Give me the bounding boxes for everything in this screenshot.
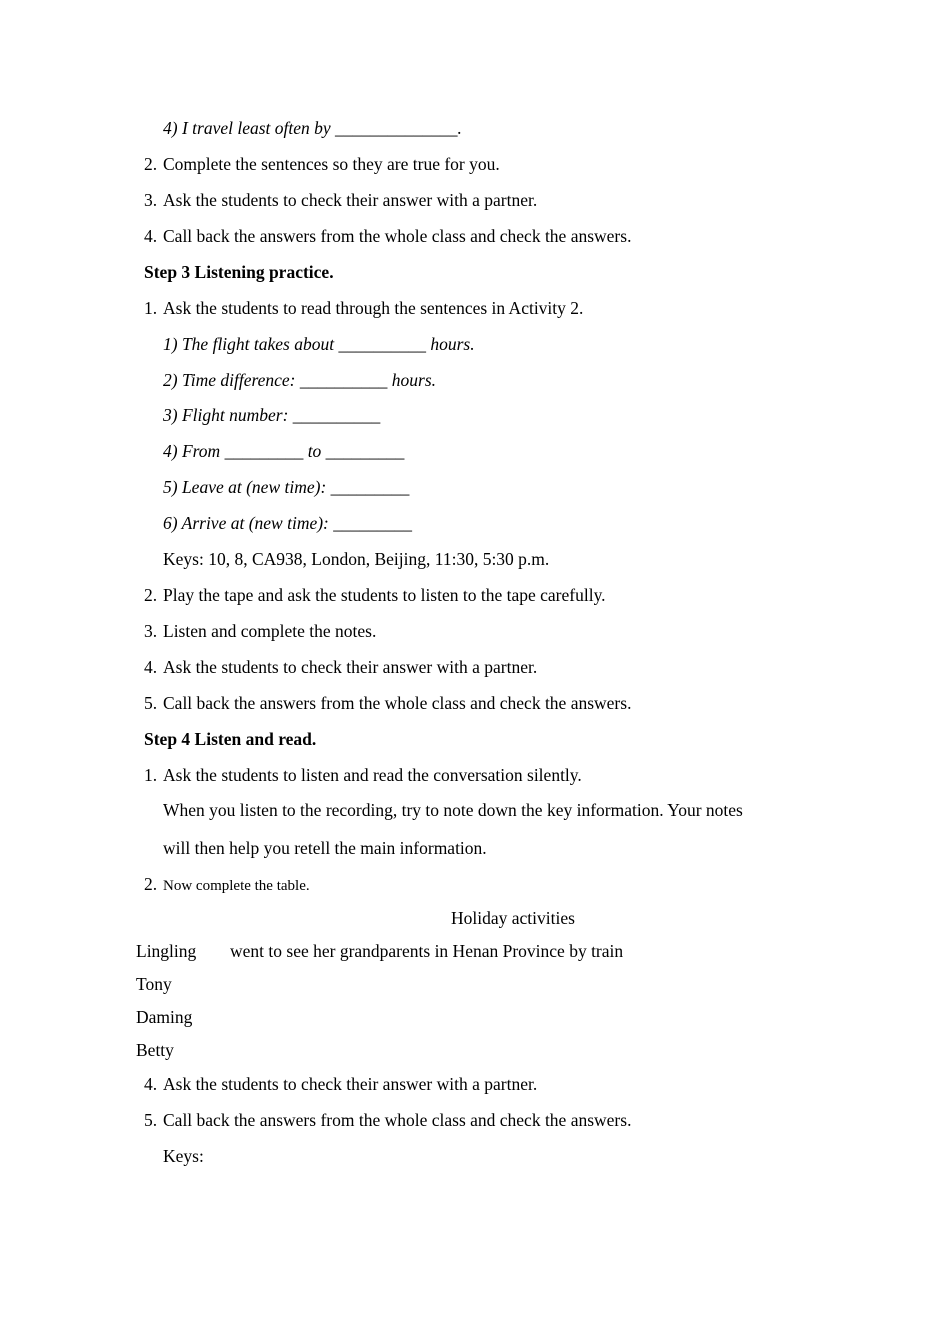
list-text: Ask the students to check their answer with a partner.	[163, 190, 538, 210]
list-text: Ask the students to read through the sentences in Activity 2.	[163, 298, 584, 318]
list-text: Listen and complete the notes.	[163, 621, 377, 641]
list-number: 1.	[144, 765, 158, 785]
blank-item: 6) Arrive at (new time): _________	[163, 513, 413, 533]
paragraph-line: will then help you retell the main information.	[163, 838, 487, 858]
answer-keys: Keys: 10, 8, CA938, London, Beijing, 11:30, 5:30 p.m.	[163, 549, 550, 569]
list-text: Ask the students to check their answer with a partner.	[163, 1074, 538, 1094]
list-number: 1.	[144, 298, 158, 318]
list-item	[144, 297, 583, 319]
list-item	[144, 692, 631, 714]
list-text: Complete the sentences so they are true for you.	[163, 154, 500, 174]
list-item	[144, 584, 606, 606]
list-text: Call back the answers from the whole class and check the answers.	[163, 226, 632, 246]
blank-item: 5) Leave at (new time): _________	[163, 477, 410, 497]
blank-item: 4) From _________ to _________	[163, 441, 405, 461]
list-item	[144, 873, 310, 897]
keys-label: Keys:	[163, 1146, 204, 1166]
list-text: Now complete the table.	[163, 878, 310, 894]
list-number: 5.	[144, 693, 158, 713]
activity-cell: went to see her grandparents in Henan Province by train	[230, 941, 624, 961]
list-number: 4.	[144, 226, 158, 246]
list-item	[144, 153, 500, 175]
list-number: 2.	[144, 154, 158, 174]
list-item	[144, 764, 582, 786]
list-number: 3.	[144, 190, 158, 210]
step4-heading: Step 4 Listen and read.	[144, 729, 317, 749]
list-number: 3.	[144, 621, 158, 641]
list-item	[144, 620, 376, 642]
blank-item: 1) The flight takes about __________ hours.	[163, 334, 475, 354]
list-number: 2.	[144, 874, 158, 894]
list-number: 2.	[144, 585, 158, 605]
student-name: Tony	[136, 974, 172, 994]
table-title: Holiday activities	[451, 908, 575, 928]
list-item	[144, 1109, 631, 1131]
step3-heading: Step 3 Listening practice.	[144, 262, 334, 282]
list-text: Call back the answers from the whole class and check the answers.	[163, 693, 632, 713]
list-number: 4.	[144, 657, 158, 677]
list-item	[144, 189, 537, 211]
list-item	[144, 1073, 537, 1095]
exercise-item-4: 4) I travel least often by ______________.	[163, 118, 462, 138]
student-name: Lingling	[136, 941, 197, 961]
list-text: Play the tape and ask the students to listen to the tape carefully.	[163, 585, 606, 605]
list-item	[144, 225, 631, 247]
list-text: Call back the answers from the whole class and check the answers.	[163, 1110, 632, 1130]
list-text: Ask the students to listen and read the conversation silently.	[163, 765, 582, 785]
student-name: Daming	[136, 1007, 193, 1027]
paragraph-line: When you listen to the recording, try to note down the key information. Your notes	[163, 800, 743, 820]
list-number: 5.	[144, 1110, 158, 1130]
list-number: 4.	[144, 1074, 158, 1094]
blank-item: 2) Time difference: __________ hours.	[163, 370, 437, 390]
blank-item: 3) Flight number: __________	[163, 405, 381, 425]
student-name: Betty	[136, 1040, 174, 1060]
list-text: Ask the students to check their answer with a partner.	[163, 657, 538, 677]
list-item	[144, 656, 537, 678]
